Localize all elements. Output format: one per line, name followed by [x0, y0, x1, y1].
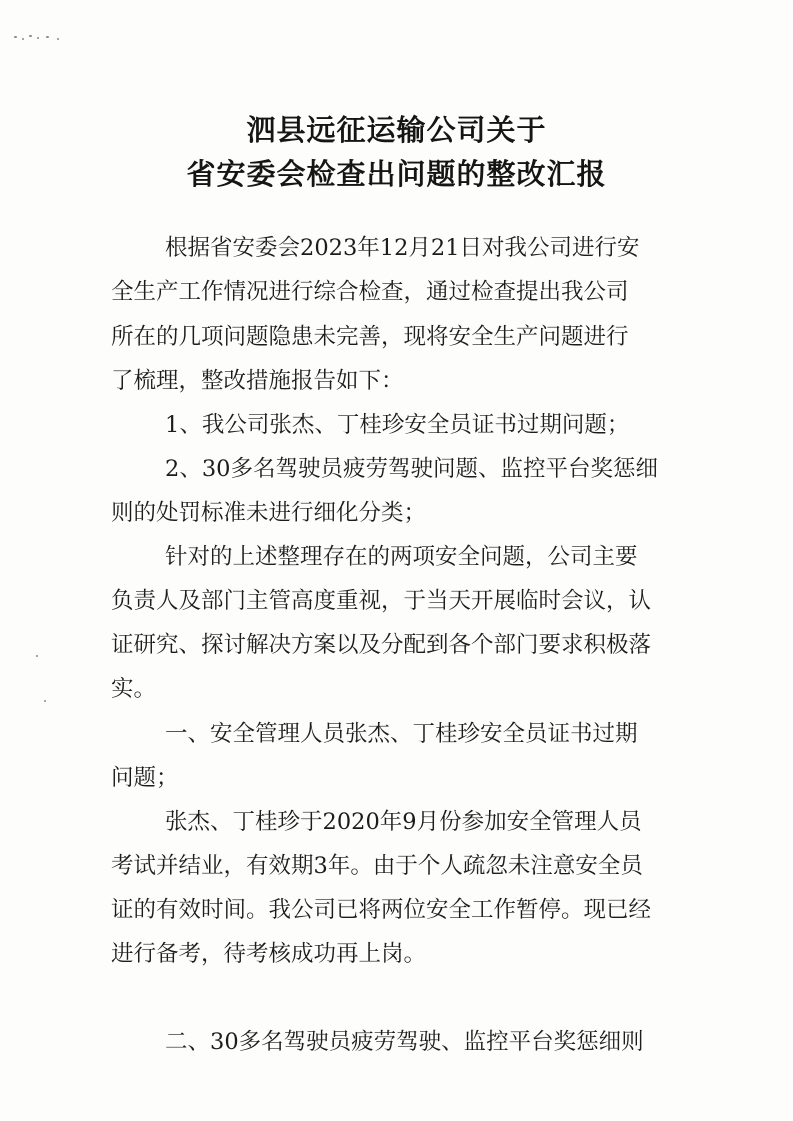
scan-speck [36, 655, 38, 657]
scan-speck [46, 36, 49, 38]
scan-speck [29, 35, 32, 37]
body-line: 问题； [111, 765, 179, 791]
body-line: 2、30多名驾驶员疲劳驾驶问题、监控平台奖惩细 [165, 456, 658, 482]
body-line: 负责人及部门主管高度重视，于当天开展临时会议，认 [111, 588, 652, 614]
scan-speck [22, 38, 24, 40]
body-line: 张杰、丁桂珍于2020年9月份参加安全管理人员 [165, 809, 642, 835]
body-line: 实。 [111, 676, 157, 702]
body-line: 了梳理，整改措施报告如下： [111, 368, 404, 394]
body-line: 进行备考，待考核成功再上岗。 [111, 941, 427, 967]
document-title-line1: 泗县远征运输公司关于 [246, 113, 547, 147]
body-line: 根据省安委会2023年12月21日对我公司进行安 [165, 235, 640, 261]
body-line: 一、安全管理人员张杰、丁桂珍安全员证书过期 [165, 721, 638, 747]
body-line: 证的有效时间。我公司已将两位安全工作暂停。现已经 [111, 897, 652, 923]
body-line: 二、30多名驾驶员疲劳驾驶、监控平台奖惩细则 [165, 1029, 644, 1055]
body-line: 所在的几项问题隐患未完善，现将安全生产问题进行 [111, 324, 629, 350]
scan-speck [37, 37, 39, 39]
body-line: 针对的上述整理存在的两项安全问题，公司主要 [165, 544, 638, 570]
document-title-line2: 省安委会检查出问题的整改汇报 [186, 157, 607, 191]
scan-speck [57, 38, 59, 40]
body-line: 证研究、探讨解决方案以及分配到各个部门要求积极落 [111, 632, 652, 658]
body-line: 全生产工作情况进行综合检查，通过检查提出我公司 [111, 279, 629, 305]
scan-speck [44, 700, 46, 702]
body-line: 考试并结业，有效期3年。由于个人疏忽未注意安全员 [111, 853, 643, 879]
body-line: 则的处罚标准未进行细化分类； [111, 500, 427, 526]
body-line: 1、我公司张杰、丁桂珍安全员证书过期问题； [165, 412, 630, 438]
scan-speck [14, 36, 17, 38]
